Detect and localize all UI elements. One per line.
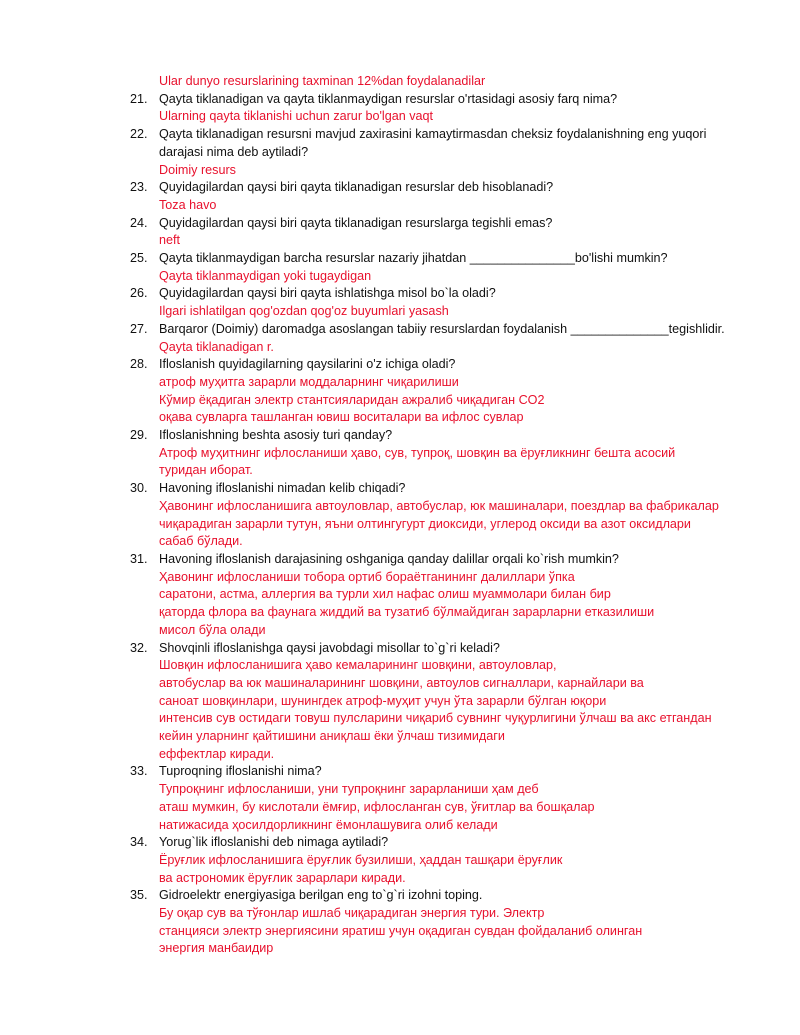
answer-line: атроф муҳитга зарарли моддаларнинг чиқарилиши: [159, 374, 459, 389]
answer-line: Ilgari ishlatilgan qog'ozdan qog'oz buyumlari yasash: [159, 304, 449, 319]
question-number: 26.: [130, 286, 148, 301]
question-line: [130, 179, 755, 197]
question-number: 21.: [130, 91, 148, 106]
question-line: [130, 427, 755, 445]
answer-line: ва астрономик ёруғлик зарарлари киради.: [159, 870, 406, 885]
answer-line: сабаб бўлади.: [159, 534, 243, 549]
question-text-continuation: darajasi nima deb aytiladi?: [159, 144, 309, 159]
question-text: Gidroelektr energiyasiga berilgan eng to`g`ri izohni toping.: [159, 888, 483, 903]
question-text: Quyidagilardan qaysi biri qayta tiklanadigan resurslarga tegishli emas?: [159, 215, 553, 230]
question-number: 27.: [130, 321, 148, 336]
answer-line: аташ мумкин, бу кислотали ёмғир, ифлосланган сув, ўғитлар ва бошқалар: [159, 799, 595, 814]
question-number: 31.: [130, 551, 148, 566]
answer-line: саноат шовқинлари, шунингдек атроф-муҳит учун ўта зарарли бўлган юқори: [159, 693, 607, 708]
question-line: [130, 551, 755, 569]
question-line: [130, 215, 755, 233]
question-line: [130, 887, 755, 905]
question-text: Quyidagilardan qaysi biri qayta tiklanadigan resurslar deb hisoblanadi?: [159, 180, 554, 195]
question-line: [130, 250, 755, 268]
answer-line: саратони, астма, аллергия ва турли хил нафас олиш муаммолари билан бир: [159, 587, 611, 602]
question-text: Ifloslanish quyidagilarning qaysilarini o'z ichiga oladi?: [159, 357, 456, 372]
answer-line: Шовқин ифлосланишига ҳаво кемаларининг шовқини, автоуловлар,: [159, 658, 557, 673]
question-text: Yorug`lik ifloslanishi deb nimaga aytiladi?: [159, 835, 389, 850]
question-text: Qayta tiklanadigan resursni mavjud zaxirasini kamaytirmasdan cheksiz foydalanishning eng yuqori: [159, 127, 707, 142]
question-line: [130, 480, 755, 498]
question-text: Quyidagilardan qaysi biri qayta ishlatishga misol bo`la oladi?: [159, 286, 496, 301]
question-text: Havoning ifloslanishi nimadan kelib chiqadi?: [159, 481, 406, 496]
question-line: [130, 763, 755, 781]
question-text: Shovqinli ifloslanishga qaysi javobdagi misollar to`g`ri keladi?: [159, 640, 500, 655]
question-line: [130, 321, 755, 339]
answer-line: Doimiy resurs: [159, 162, 236, 177]
answer-line: еффектлар киради.: [159, 746, 275, 761]
question-number: 22.: [130, 127, 148, 142]
answer-line: Ёруғлик ифлосланишига ёруғлик бузилиши, ҳаддан ташқари ёруғлик: [159, 852, 563, 867]
question-line: [130, 834, 755, 852]
answer-line: Бу оқар сув ва тўғонлар ишлаб чиқарадиган энергия тури. Электр: [159, 906, 545, 921]
answer-line: Toza havo: [159, 197, 217, 212]
answer-line: мисол бўла олади: [159, 622, 266, 637]
answer-line: Qayta tiklanadigan r.: [159, 339, 274, 354]
question-number: 24.: [130, 215, 148, 230]
answer-line: neft: [159, 233, 181, 248]
question-number: 25.: [130, 251, 148, 266]
question-line: [130, 91, 755, 109]
answer-line: Ҳавонинг ифлосланиши тобора ортиб бораётганининг далиллари ўпка: [159, 569, 575, 584]
question-number: 34.: [130, 835, 148, 850]
question-line: [130, 640, 755, 658]
document-content: [130, 73, 755, 958]
answer-line: Тупроқнинг ифлосланиши, уни тупроқнинг зарарланиши ҳам деб: [159, 782, 539, 797]
answer-line: чиқарадиган зарарли тутун, яъни олтингугурт диоксиди, углерод оксиди ва азот оксидлари: [159, 516, 691, 531]
answer-line: натижасида ҳосилдорликнинг ёмонлашувига олиб келади: [159, 817, 498, 832]
question-number: 30.: [130, 481, 148, 496]
question-line: [130, 356, 755, 374]
question-text: Qayta tiklanmaydigan barcha resurslar nazariy jihatdan _______________bo'lishi mumkin?: [159, 251, 668, 266]
question-number: 35.: [130, 888, 148, 903]
answer-line: интенсив сув остидаги товуш пулсларини чиқариб сувнинг чуқурлигини ўлчаш ва акс етгандан: [159, 711, 712, 726]
answer-line: автобуслар ва юк машиналарининг шовқини, автоулов сигналлари, карнайлари ва: [159, 675, 644, 690]
answer-line: қаторда флора ва фаунага жиддий ва тузатиб бўлмайдиган зарарларни етказилиши: [159, 605, 655, 620]
answer-line: Ҳавонинг ифлосланишига автоуловлар, автобуслар, юк машиналари, поездлар ва фабрикалар: [159, 498, 719, 513]
answer-line: кейин уларнинг қайтишини аниқлаш ёки ўлчаш тизимидаги: [159, 729, 505, 744]
question-number: 23.: [130, 180, 148, 195]
question-number: 29.: [130, 428, 148, 443]
answer-line: энергия манбаидир: [159, 941, 274, 956]
answer-line: Атроф муҳитнинг ифлосланиши ҳаво, сув, тупроқ, шовқин ва ёруғликнинг бешта асосий: [159, 445, 676, 460]
question-text: Barqaror (Doimiy) daromadga asoslangan tabiiy resurslardan foydalanish ______________tegishlidir.: [159, 321, 725, 336]
question-line: [130, 285, 755, 303]
question-text: Ifloslanishning beshta asosiy turi qanday?: [159, 428, 393, 443]
answer-line: туридан иборат.: [159, 463, 253, 478]
answer-line: Ular dunyo resurslarining taxminan 12%dan foydalanadilar: [159, 74, 486, 88]
answer-line: Ularning qayta tiklanishi uchun zarur bo'lgan vaqt: [159, 109, 434, 124]
question-text: Tuproqning ifloslanishi nima?: [159, 764, 322, 779]
question-text: Havoning ifloslanish darajasining oshganiga qanday dalillar orqali ko`rish mumkin?: [159, 551, 619, 566]
answer-line: станцияси электр энергиясини яратиш учун оқадиган сувдан фойдаланиб олинган: [159, 923, 643, 938]
question-number: 32.: [130, 640, 148, 655]
answer-line: Qayta tiklanmaydigan yoki tugaydigan: [159, 268, 372, 283]
answer-line: оқава сувларга ташланган ювиш воситалари ва ифлос сувлар: [159, 410, 524, 425]
answer-line: Кўмир ёқадиган электр стантсияларидан ажралиб чиқадиган CO2: [159, 392, 545, 407]
question-text: Qayta tiklanadigan va qayta tiklanmaydigan resurslar o'rtasidagi asosiy farq nima?: [159, 91, 618, 106]
question-number: 28.: [130, 357, 148, 372]
question-line: [130, 126, 755, 144]
question-number: 33.: [130, 764, 148, 779]
